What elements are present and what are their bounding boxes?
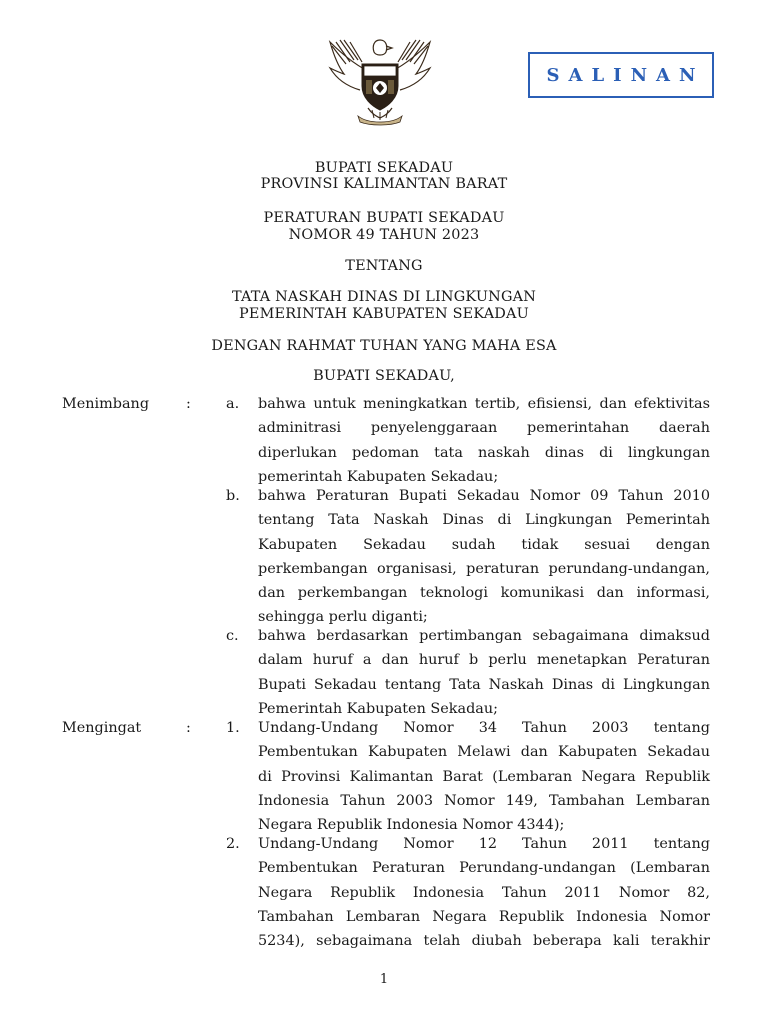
legal-basis-paragraph: [258, 832, 710, 953]
paragraph-line: Undang-Undang Nomor 12 Tahun 2011 tentang: [258, 836, 710, 852]
consideration-paragraph: [258, 392, 710, 489]
paragraph-line: bahwa berdasarkan pertimbangan sebagaimana dimaksud: [258, 628, 710, 644]
paragraph-line: 5234), sebagaimana telah diubah beberapa kali terakhir: [258, 933, 710, 950]
consideration-paragraph: [258, 624, 710, 721]
regulation-title: PERATURAN BUPATI SEKADAU: [263, 210, 505, 226]
paragraph-line: Pembentukan Peraturan Perundang-undangan (Lembaran: [258, 860, 710, 877]
item-marker: 2.: [226, 836, 240, 852]
item-marker: a.: [226, 396, 240, 412]
paragraph-line: diperlukan pedoman tata naskah dinas di lingkungan: [258, 444, 710, 461]
paragraph-line: Negara Republik Indonesia Tahun 2011 Nomor 82,: [258, 884, 710, 901]
paragraph-line: dan perkembangan teknologi komunikasi dan informasi,: [258, 585, 710, 602]
legal-basis-paragraph: [258, 716, 710, 837]
paragraph-line: Negara Republik Indonesia Nomor 4344);: [258, 817, 565, 834]
paragraph-line: Bupati Sekadau tentang Tata Naskah Dinas di Lingkungan: [258, 676, 710, 693]
paragraph-line: Indonesia Tahun 2003 Nomor 149, Tambahan Lembaran: [258, 792, 710, 809]
paragraph-line: tentang Tata Naskah Dinas di Lingkungan Pemerintah: [258, 512, 710, 529]
consideration-paragraph: [258, 484, 710, 630]
regulation-subject-line1: TATA NASKAH DINAS DI LINGKUNGAN: [231, 289, 537, 305]
preamble-regent: BUPATI SEKADAU,: [313, 368, 455, 384]
paragraph-line: Kabupaten Sekadau sudah tidak sesuai dengan: [258, 536, 710, 553]
regulation-subject-line2: PEMERINTAH KABUPATEN SEKADAU: [239, 306, 529, 322]
item-marker: c.: [226, 628, 239, 644]
preamble-blessing: DENGAN RAHMAT TUHAN YANG MAHA ESA: [211, 338, 557, 354]
paragraph-line: perkembangan organisasi, peraturan perundang-undangan,: [258, 560, 710, 577]
paragraph-line: sehingga perlu diganti;: [258, 609, 428, 626]
paragraph-line: Undang-Undang Nomor 34 Tahun 2003 tentang: [258, 720, 710, 736]
paragraph-line: bahwa Peraturan Bupati Sekadau Nomor 09 Tahun 2010: [258, 488, 710, 504]
paragraph-line: Pembentukan Kabupaten Melawi dan Kabupaten Sekadau: [258, 744, 710, 761]
paragraph-line: Tambahan Lembaran Negara Republik Indonesia Nomor: [258, 908, 710, 925]
salinan-stamp: SALINAN: [528, 52, 714, 98]
section-label-mengingat: Mengingat: [62, 720, 142, 736]
paragraph-line: di Provinsi Kalimantan Barat (Lembaran Negara Republik: [258, 768, 710, 785]
section-colon: :: [186, 720, 191, 736]
paragraph-line: adminitrasi penyelenggaraan pemerintahan daerah: [258, 420, 710, 437]
regulation-number: NOMOR 49 TAHUN 2023: [288, 227, 480, 243]
paragraph-line: dalam huruf a dan huruf b perlu menetapkan Peraturan: [258, 652, 710, 669]
section-label-menimbang: Menimbang: [62, 396, 150, 412]
section-colon: :: [186, 396, 191, 412]
paragraph-line: Pemerintah Kabupaten Sekadau;: [258, 700, 498, 717]
paragraph-line: bahwa untuk meningkatkan tertib, efisiensi, dan efektivitas: [258, 396, 710, 412]
heading-province: PROVINSI KALIMANTAN BARAT: [260, 176, 508, 192]
page-number: 1: [379, 972, 389, 987]
garuda-emblem-icon: [324, 34, 436, 126]
regulation-about: TENTANG: [345, 258, 423, 274]
item-marker: b.: [226, 488, 240, 504]
heading-regent: BUPATI SEKADAU: [314, 160, 454, 176]
paragraph-line: pemerintah Kabupaten Sekadau;: [258, 468, 499, 485]
item-marker: 1.: [226, 720, 240, 736]
